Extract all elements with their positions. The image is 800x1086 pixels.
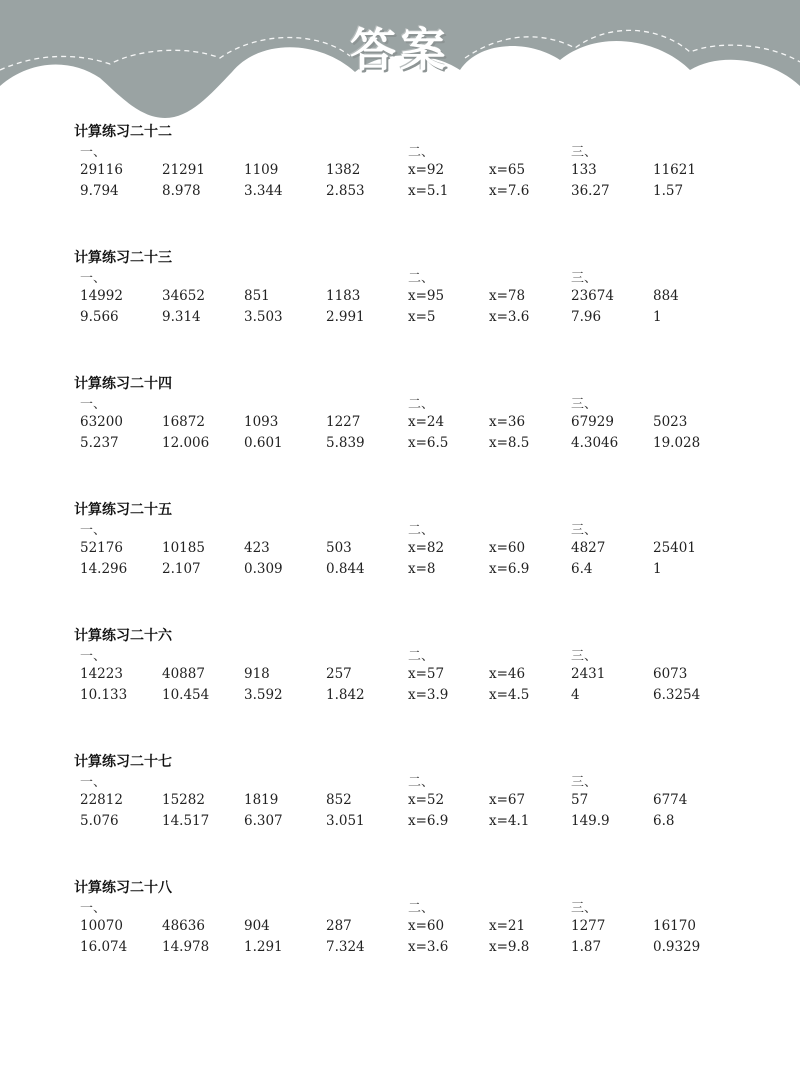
answer-value: x=4.5 xyxy=(489,687,530,703)
answer-value: 19.028 xyxy=(653,435,701,451)
part-label: 三、 xyxy=(571,145,598,160)
part-label: 二、 xyxy=(408,523,435,538)
answer-value: x=60 xyxy=(408,918,445,934)
answer-value: x=46 xyxy=(489,666,526,682)
answer-value: 14.517 xyxy=(162,813,210,829)
answer-value: 67929 xyxy=(571,414,614,430)
answer-value: x=52 xyxy=(408,792,445,808)
answer-value: 0.9329 xyxy=(653,939,701,955)
answer-value: 3.051 xyxy=(326,813,365,829)
answer-row xyxy=(0,812,800,830)
answer-row xyxy=(0,434,800,452)
answer-value: x=5 xyxy=(408,309,436,325)
answer-value: 852 xyxy=(326,792,352,808)
answer-value: 3.592 xyxy=(244,687,283,703)
answer-value: 36.27 xyxy=(571,183,610,199)
answer-value: x=3.9 xyxy=(408,687,449,703)
answer-value: 1277 xyxy=(571,918,606,934)
answer-value: x=92 xyxy=(408,162,445,178)
answer-value: x=3.6 xyxy=(489,309,530,325)
answer-value: x=3.6 xyxy=(408,939,449,955)
page-title: 答案 xyxy=(350,23,450,77)
answer-value: x=95 xyxy=(408,288,445,304)
answer-value: 1183 xyxy=(326,288,361,304)
answer-value: 15282 xyxy=(162,792,205,808)
answer-value: 1 xyxy=(653,561,662,577)
part-label: 一、 xyxy=(80,523,107,538)
answer-row xyxy=(0,665,800,683)
answer-value: 12.006 xyxy=(162,435,210,451)
answer-value: 10070 xyxy=(80,918,123,934)
answer-row xyxy=(0,686,800,704)
answer-value: 9.314 xyxy=(162,309,201,325)
answer-value: 133 xyxy=(571,162,597,178)
section-title: 计算练习二十二 xyxy=(74,124,172,140)
answer-value: x=6.5 xyxy=(408,435,449,451)
answer-value: 52176 xyxy=(80,540,123,556)
answer-value: 257 xyxy=(326,666,352,682)
answer-value: 1 xyxy=(653,309,662,325)
part-label: 一、 xyxy=(80,397,107,412)
part-label: 三、 xyxy=(571,523,598,538)
answer-value: x=65 xyxy=(489,162,526,178)
part-label: 三、 xyxy=(571,397,598,412)
answer-value: 16170 xyxy=(653,918,696,934)
answer-value: 1.291 xyxy=(244,939,283,955)
answer-value: 1.842 xyxy=(326,687,365,703)
answer-row xyxy=(0,791,800,809)
answer-value: x=78 xyxy=(489,288,526,304)
answer-value: x=67 xyxy=(489,792,526,808)
answer-value: 3.344 xyxy=(244,183,283,199)
answer-row xyxy=(0,287,800,305)
answer-row xyxy=(0,560,800,578)
part-label: 二、 xyxy=(408,397,435,412)
answer-value: 1382 xyxy=(326,162,361,178)
answer-value: x=4.1 xyxy=(489,813,530,829)
answer-value: 0.844 xyxy=(326,561,365,577)
answer-value: 2.853 xyxy=(326,183,365,199)
answer-value: 21291 xyxy=(162,162,205,178)
answer-value: 11621 xyxy=(653,162,696,178)
part-label: 二、 xyxy=(408,901,435,916)
answer-value: 5.237 xyxy=(80,435,119,451)
answer-value: 1109 xyxy=(244,162,279,178)
answer-value: 1227 xyxy=(326,414,361,430)
answer-value: 7.324 xyxy=(326,939,365,955)
answer-row xyxy=(0,308,800,326)
answer-value: x=82 xyxy=(408,540,445,556)
answer-value: x=21 xyxy=(489,918,526,934)
answer-value: x=9.8 xyxy=(489,939,530,955)
answer-value: 7.96 xyxy=(571,309,602,325)
part-label: 一、 xyxy=(80,775,107,790)
part-label: 一、 xyxy=(80,271,107,286)
answer-value: x=36 xyxy=(489,414,526,430)
answer-value: 5.076 xyxy=(80,813,119,829)
answer-value: 22812 xyxy=(80,792,123,808)
answer-value: 0.309 xyxy=(244,561,283,577)
answer-value: 287 xyxy=(326,918,352,934)
answer-value: x=8.5 xyxy=(489,435,530,451)
answer-value: 6073 xyxy=(653,666,688,682)
answer-value: 503 xyxy=(326,540,352,556)
part-label: 二、 xyxy=(408,775,435,790)
section-title: 计算练习二十四 xyxy=(74,376,172,392)
answer-value: 4 xyxy=(571,687,580,703)
answer-row xyxy=(0,182,800,200)
answer-value: x=5.1 xyxy=(408,183,449,199)
answer-value: x=6.9 xyxy=(408,813,449,829)
answer-value: 4.3046 xyxy=(571,435,619,451)
answer-value: 3.503 xyxy=(244,309,283,325)
answer-value: 63200 xyxy=(80,414,123,430)
answer-value: 6.4 xyxy=(571,561,593,577)
part-label: 二、 xyxy=(408,271,435,286)
answer-value: 14.296 xyxy=(80,561,128,577)
answer-value: 4827 xyxy=(571,540,606,556)
answer-value: 6774 xyxy=(653,792,688,808)
header-banner xyxy=(0,0,800,130)
answer-value: 23674 xyxy=(571,288,614,304)
part-label: 一、 xyxy=(80,145,107,160)
section-title: 计算练习二十三 xyxy=(74,250,172,266)
answer-value: 10185 xyxy=(162,540,205,556)
answer-value: 9.566 xyxy=(80,309,119,325)
answer-row xyxy=(0,413,800,431)
part-label: 二、 xyxy=(408,649,435,664)
answer-value: x=7.6 xyxy=(489,183,530,199)
answer-value: 2.991 xyxy=(326,309,365,325)
answer-value: 1.57 xyxy=(653,183,684,199)
answer-value: 918 xyxy=(244,666,270,682)
answer-value: 9.794 xyxy=(80,183,119,199)
answer-value: x=8 xyxy=(408,561,436,577)
answer-value: x=6.9 xyxy=(489,561,530,577)
answer-value: 5.839 xyxy=(326,435,365,451)
answer-value: 6.3254 xyxy=(653,687,701,703)
answer-value: 25401 xyxy=(653,540,696,556)
section-title: 计算练习二十五 xyxy=(74,502,172,518)
answer-value: 14992 xyxy=(80,288,123,304)
answer-value: 851 xyxy=(244,288,270,304)
answer-value: 16.074 xyxy=(80,939,128,955)
answer-value: 14223 xyxy=(80,666,123,682)
answer-value: 6.8 xyxy=(653,813,675,829)
answer-value: x=24 xyxy=(408,414,445,430)
answer-value: 6.307 xyxy=(244,813,283,829)
answer-row xyxy=(0,917,800,935)
answer-value: 884 xyxy=(653,288,679,304)
answer-value: 2431 xyxy=(571,666,606,682)
answer-value: 5023 xyxy=(653,414,688,430)
part-label: 二、 xyxy=(408,145,435,160)
section-title: 计算练习二十六 xyxy=(74,628,172,644)
answer-row xyxy=(0,539,800,557)
part-label: 三、 xyxy=(571,901,598,916)
answer-value: 10.133 xyxy=(80,687,128,703)
answer-value: 0.601 xyxy=(244,435,283,451)
section-title: 计算练习二十七 xyxy=(74,754,172,770)
part-label: 三、 xyxy=(571,649,598,664)
answer-value: 2.107 xyxy=(162,561,201,577)
answer-value: 423 xyxy=(244,540,270,556)
answer-value: 10.454 xyxy=(162,687,210,703)
answer-value: 29116 xyxy=(80,162,123,178)
answer-value: 40887 xyxy=(162,666,205,682)
answer-value: 1819 xyxy=(244,792,279,808)
part-label: 一、 xyxy=(80,901,107,916)
part-label: 三、 xyxy=(571,271,598,286)
answer-value: x=57 xyxy=(408,666,445,682)
answer-value: 14.978 xyxy=(162,939,210,955)
answer-value: x=60 xyxy=(489,540,526,556)
part-label: 一、 xyxy=(80,649,107,664)
answer-value: 8.978 xyxy=(162,183,201,199)
answer-value: 904 xyxy=(244,918,270,934)
answer-value: 57 xyxy=(571,792,589,808)
answer-value: 1.87 xyxy=(571,939,602,955)
section-title: 计算练习二十八 xyxy=(74,880,172,896)
answer-value: 34652 xyxy=(162,288,205,304)
answer-value: 1093 xyxy=(244,414,279,430)
answer-value: 16872 xyxy=(162,414,205,430)
part-label: 三、 xyxy=(571,775,598,790)
answer-value: 48636 xyxy=(162,918,205,934)
answer-value: 149.9 xyxy=(571,813,610,829)
answer-row xyxy=(0,161,800,179)
answer-row xyxy=(0,938,800,956)
